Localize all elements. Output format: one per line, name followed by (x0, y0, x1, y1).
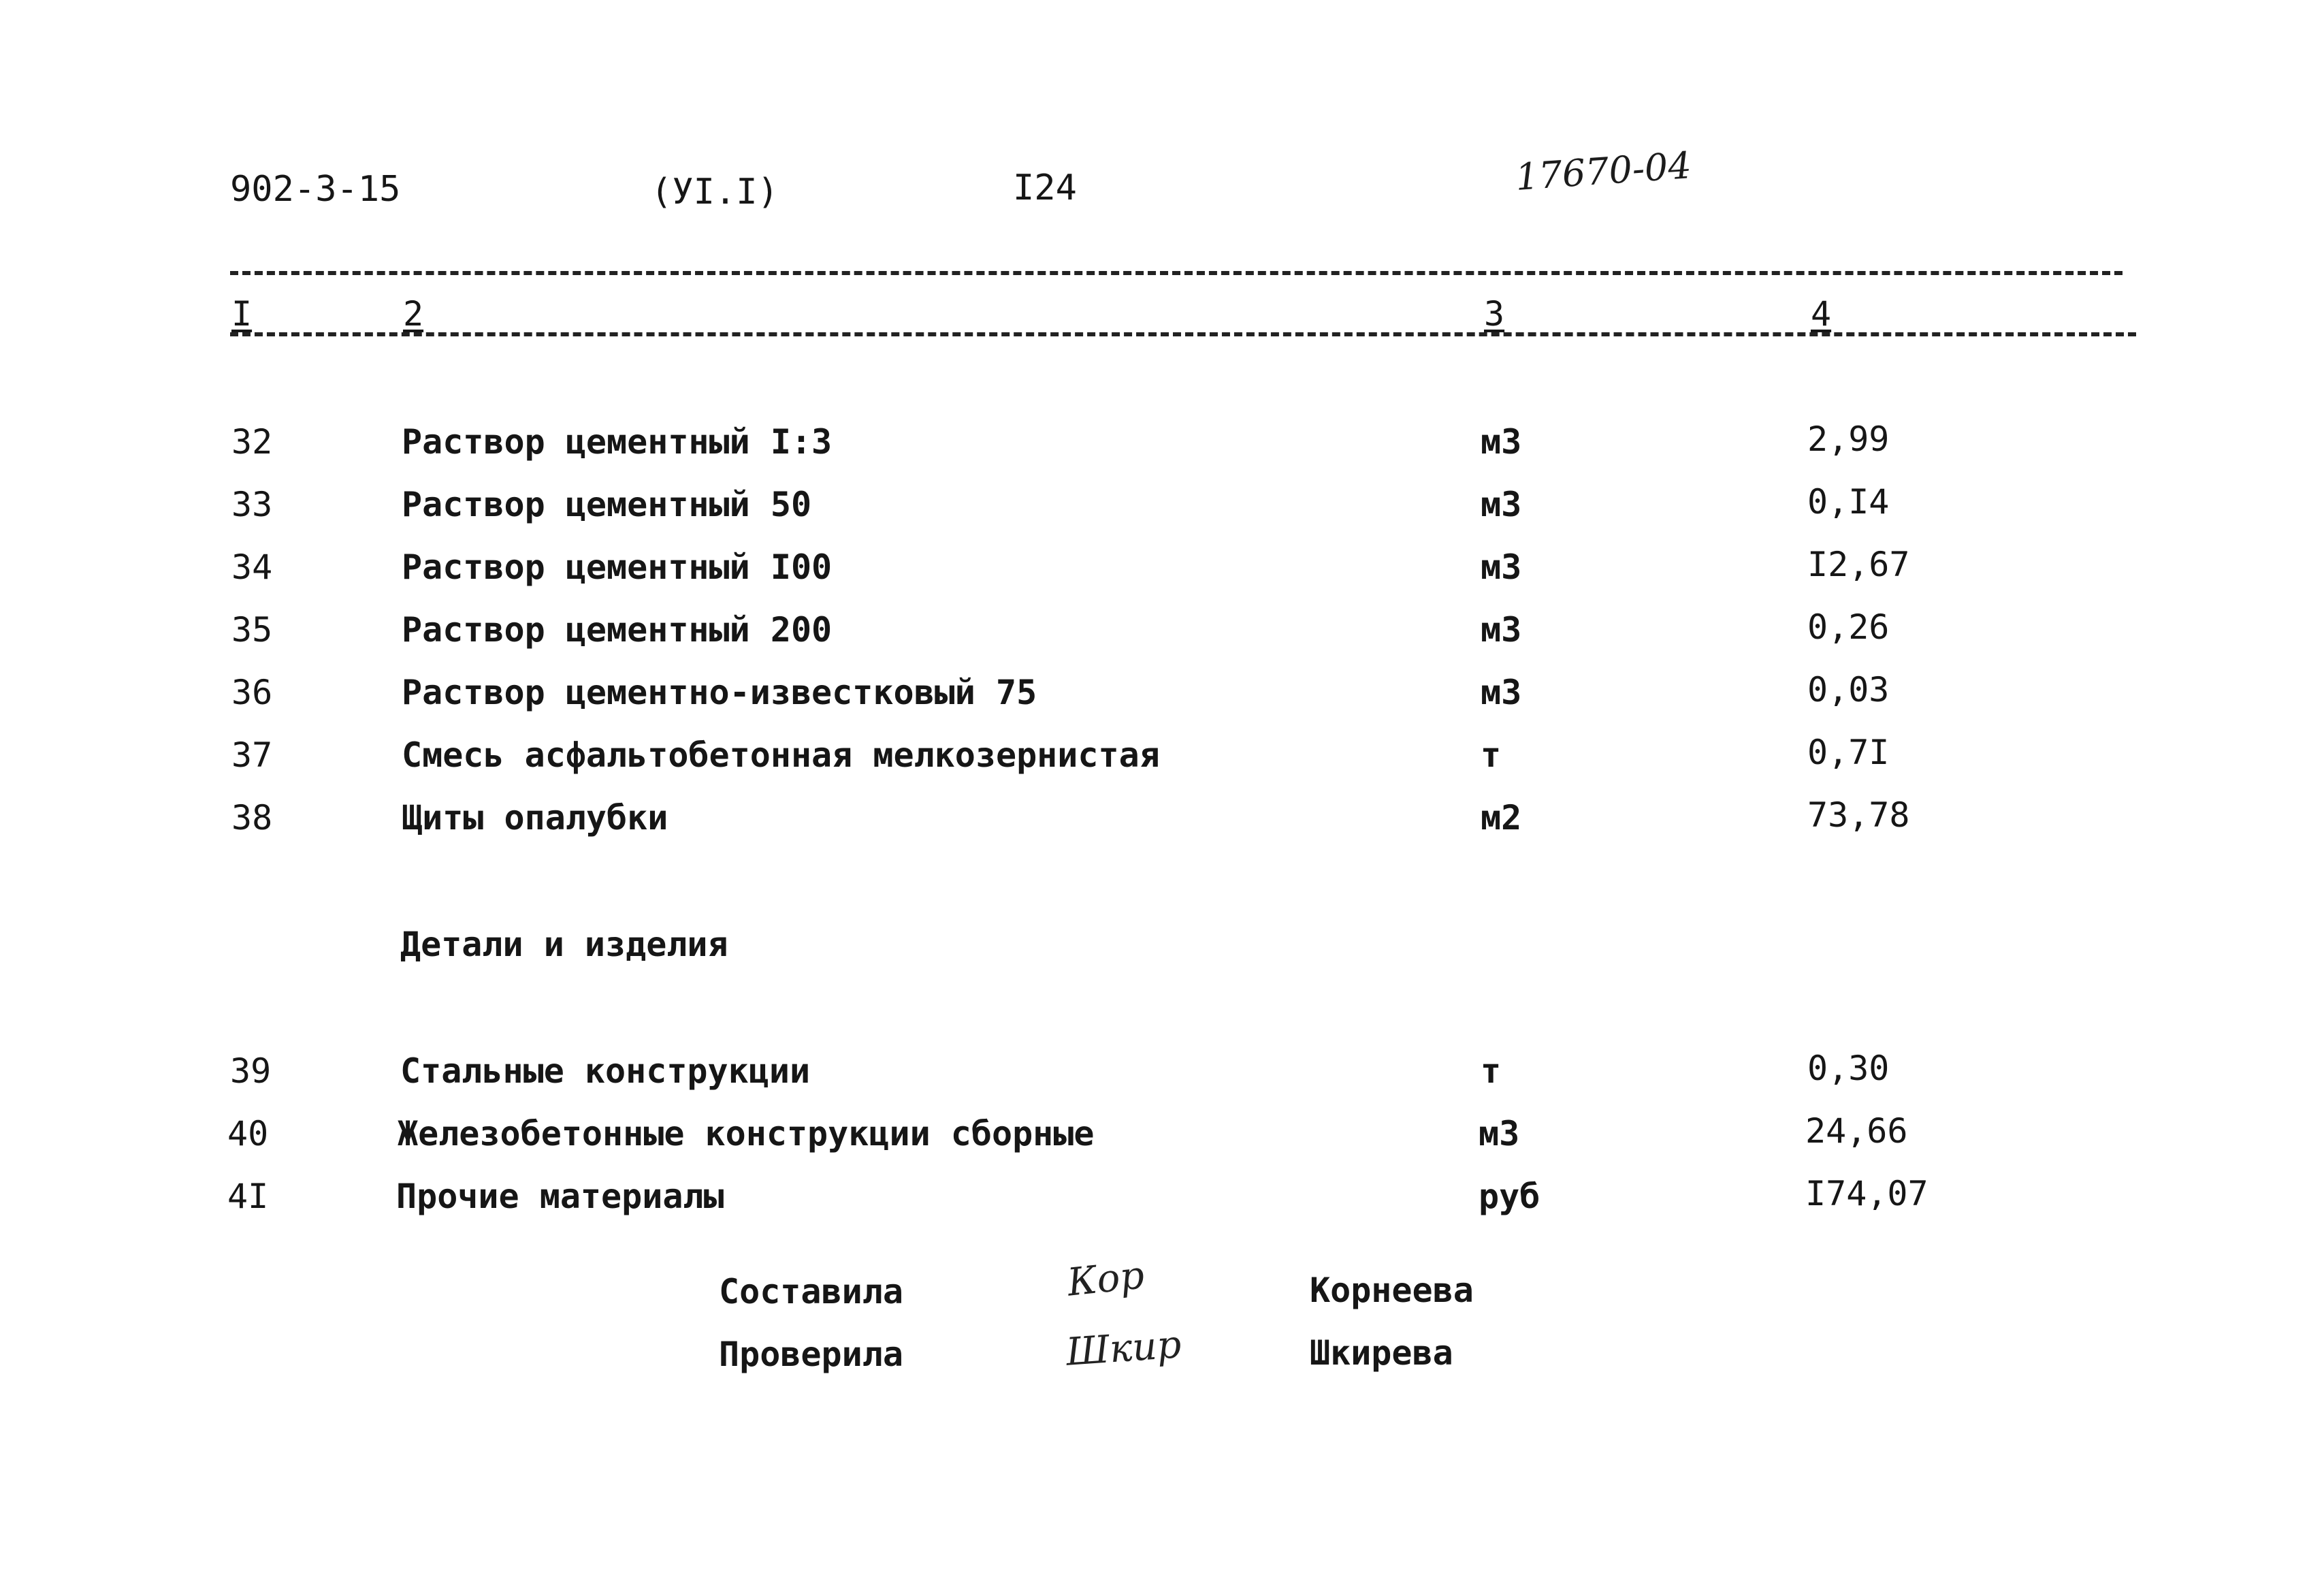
top-dashed-rule (230, 271, 2123, 275)
inventory-number: 17670-04 (1514, 144, 1693, 199)
unit: м3 (1481, 547, 1522, 587)
handwritten-signature: Кор (1065, 1253, 1146, 1305)
unit: т (1481, 1051, 1502, 1091)
material-name: Раствор цементно-известковый 75 (402, 673, 1037, 712)
page-number: I24 (1013, 168, 1077, 208)
quantity: 24,66 (1805, 1111, 1908, 1151)
quantity: 0,26 (1807, 607, 1890, 647)
material-name: Смесь асфальтобетонная мелкозернистая (402, 735, 1160, 775)
quantity: I2,67 (1807, 545, 1910, 584)
material-name: Раствор цементный I:3 (402, 422, 833, 462)
column-number-1: I (231, 294, 253, 334)
row-number: 38 (231, 798, 273, 838)
column-number-2: 2 (403, 294, 424, 334)
material-name: Прочие материалы (396, 1177, 724, 1216)
row-number: 35 (231, 610, 273, 650)
quantity: 73,78 (1807, 795, 1910, 835)
signature-role: Составила (719, 1272, 903, 1311)
unit: м3 (1479, 1114, 1520, 1153)
quantity: 0,03 (1807, 670, 1890, 710)
quantity: I74,07 (1805, 1174, 1928, 1213)
unit: м3 (1481, 610, 1522, 650)
section-number: (УI.I) (651, 172, 779, 212)
row-number: 39 (230, 1051, 272, 1091)
material-name: Раствор цементный I00 (402, 547, 833, 587)
row-number: 34 (231, 547, 273, 587)
quantity: 0,7I (1807, 733, 1890, 772)
material-name: Раствор цементный 200 (402, 610, 833, 650)
unit: м3 (1481, 422, 1522, 462)
handwritten-signature: Шкир (1064, 1322, 1183, 1375)
material-name: Раствор цементный 50 (402, 485, 812, 524)
section-heading: Детали и изделия (400, 925, 728, 964)
header-dashed-rule (230, 332, 2136, 336)
column-number-4: 4 (1811, 294, 1832, 334)
signature-role: Проверила (719, 1335, 903, 1374)
unit: м3 (1481, 485, 1522, 524)
unit: м2 (1481, 798, 1522, 838)
quantity: 2,99 (1807, 419, 1890, 459)
quantity: 0,30 (1807, 1049, 1890, 1088)
material-name: Железобетонные конструкции сборные (398, 1114, 1095, 1153)
row-number: 32 (231, 422, 273, 462)
row-number: 4I (227, 1177, 269, 1216)
column-number-3: 3 (1484, 294, 1505, 334)
signatory-name: Шкирева (1310, 1333, 1453, 1373)
unit: руб (1479, 1177, 1540, 1216)
row-number: 36 (231, 673, 273, 712)
quantity: 0,I4 (1807, 482, 1890, 522)
document-code: 902-3-15 (230, 169, 401, 210)
unit: м3 (1481, 673, 1522, 712)
unit: т (1481, 735, 1502, 775)
material-name: Стальные конструкции (400, 1051, 811, 1091)
signatory-name: Корнеева (1310, 1271, 1474, 1310)
row-number: 33 (231, 485, 273, 524)
row-number: 40 (227, 1114, 269, 1153)
row-number: 37 (231, 735, 273, 775)
material-name: Щиты опалубки (402, 798, 668, 838)
